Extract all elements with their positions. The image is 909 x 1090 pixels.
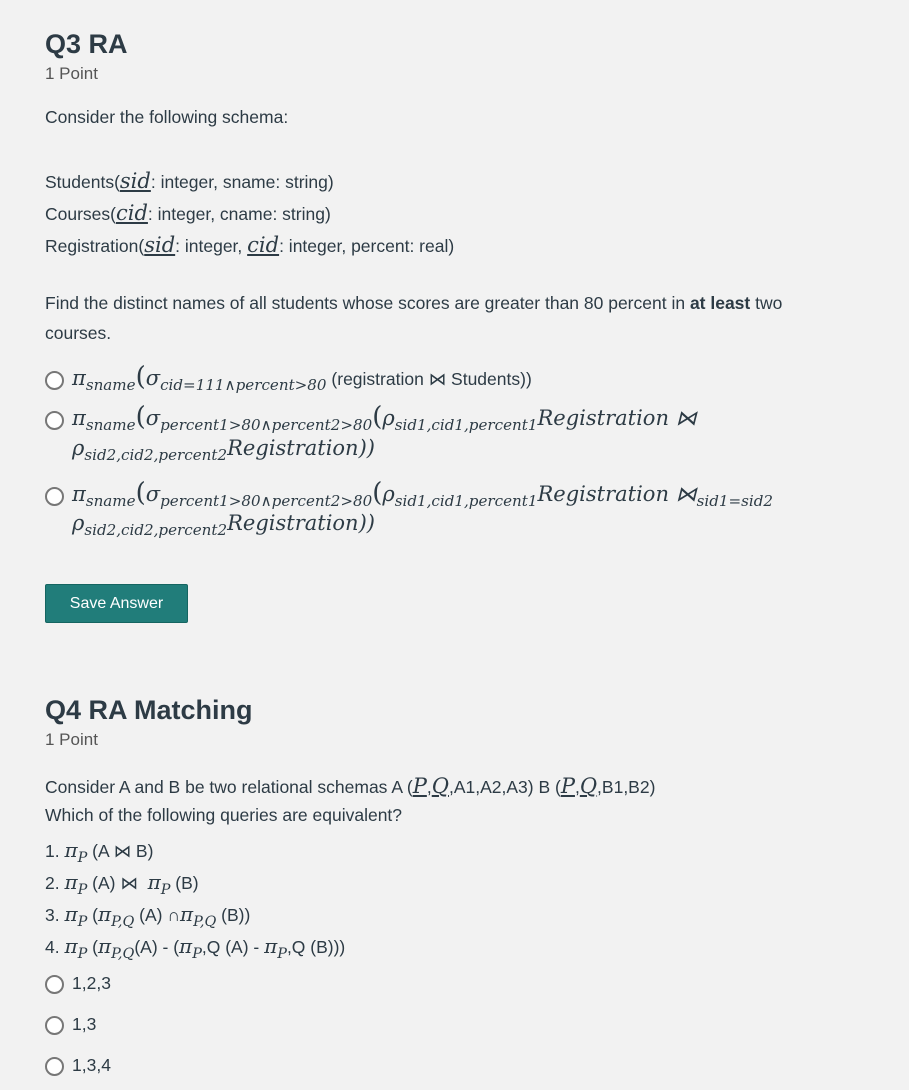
q3-option-2[interactable]: $\pi_{sname}(\sigma_{percent1>80\wedge percent2>80}(\rho_{sid1,cid1,percent1}Registration$ ⋈ [45,402,697,434]
q3-option-3-line2: $\rho_{sid2,cid2,percent2}Registration$)) [72,511,375,540]
schema-students: Students(sid: integer, sname: string) [45,169,334,193]
q3-option-1[interactable]: $\pi_{sname}(\sigma_{cid=111\wedge percent>80}$ (registration ⋈ Students)) [45,362,532,394]
question-3-points: 1 Point [45,64,98,83]
q4-line2: Which of the following queries are equivalent? [45,805,403,825]
q4-query-2: 2. $\pi_P$ (A) ⋈ $\pi_P$ (B) [45,870,199,898]
q4-query-3: 3. $\pi_P$ ($\pi_{P,Q}$ (A) $\cap\pi_{P,Q}$ (B)) [45,902,251,930]
question-3-title [45,28,889,60]
question-title-text: RA [88,29,128,59]
schema-registration: Registration(sid: integer, cid: integer, percent: real) [45,233,455,257]
q4-answer-1[interactable]: 1,2,3 [45,973,111,994]
question-4-title [45,694,889,726]
q4-query-1: 1. $\pi_P$ (A ⋈ B) [45,838,154,866]
radio-button[interactable] [45,1057,64,1076]
question-3-header [45,28,889,84]
q3-task-line2: courses. [45,323,112,343]
radio-button[interactable] [45,1016,64,1035]
question-title-text: RA Matching [88,695,253,725]
schema-courses: Courses(cid: integer, cname: string) [45,201,331,225]
radio-button[interactable] [45,371,64,390]
question-number: Q4 [45,695,82,725]
question-4-points: 1 Point [45,730,98,749]
q3-option-3[interactable]: $\pi_{sname}(\sigma_{percent1>80\wedge percent2>80}(\rho_{sid1,cid1,percent1}Registration$ $⋈_{sid1=sid2}$ [45,478,773,510]
q3-task: Find the distinct names of all students whose scores are greater than 80 percent in at least two [45,293,783,313]
q4-query-4: 4. $\pi_P$ ($\pi_{P,Q}(A) - (\pi_P,Q$ $(A) - \pi_P,Q$ (B))) [45,934,346,962]
q4-answer-3[interactable]: 1,3,4 [45,1055,111,1076]
radio-button[interactable] [45,975,64,994]
q4-answer-2[interactable]: 1,3 [45,1014,96,1035]
q3-intro: Consider the following schema: [45,107,289,127]
save-answer-button[interactable]: Save Answer [45,584,188,623]
question-4-header [45,694,889,750]
radio-button[interactable] [45,411,64,430]
question-number: Q3 [45,29,82,59]
radio-button[interactable] [45,487,64,506]
q4-line1: Consider A and B be two relational schemas A (P,Q,A1,A2,A3) B (P,Q,B1,B2) [45,774,656,798]
q3-option-2-line2: $\rho_{sid2,cid2,percent2}Registration$)) [72,436,375,465]
